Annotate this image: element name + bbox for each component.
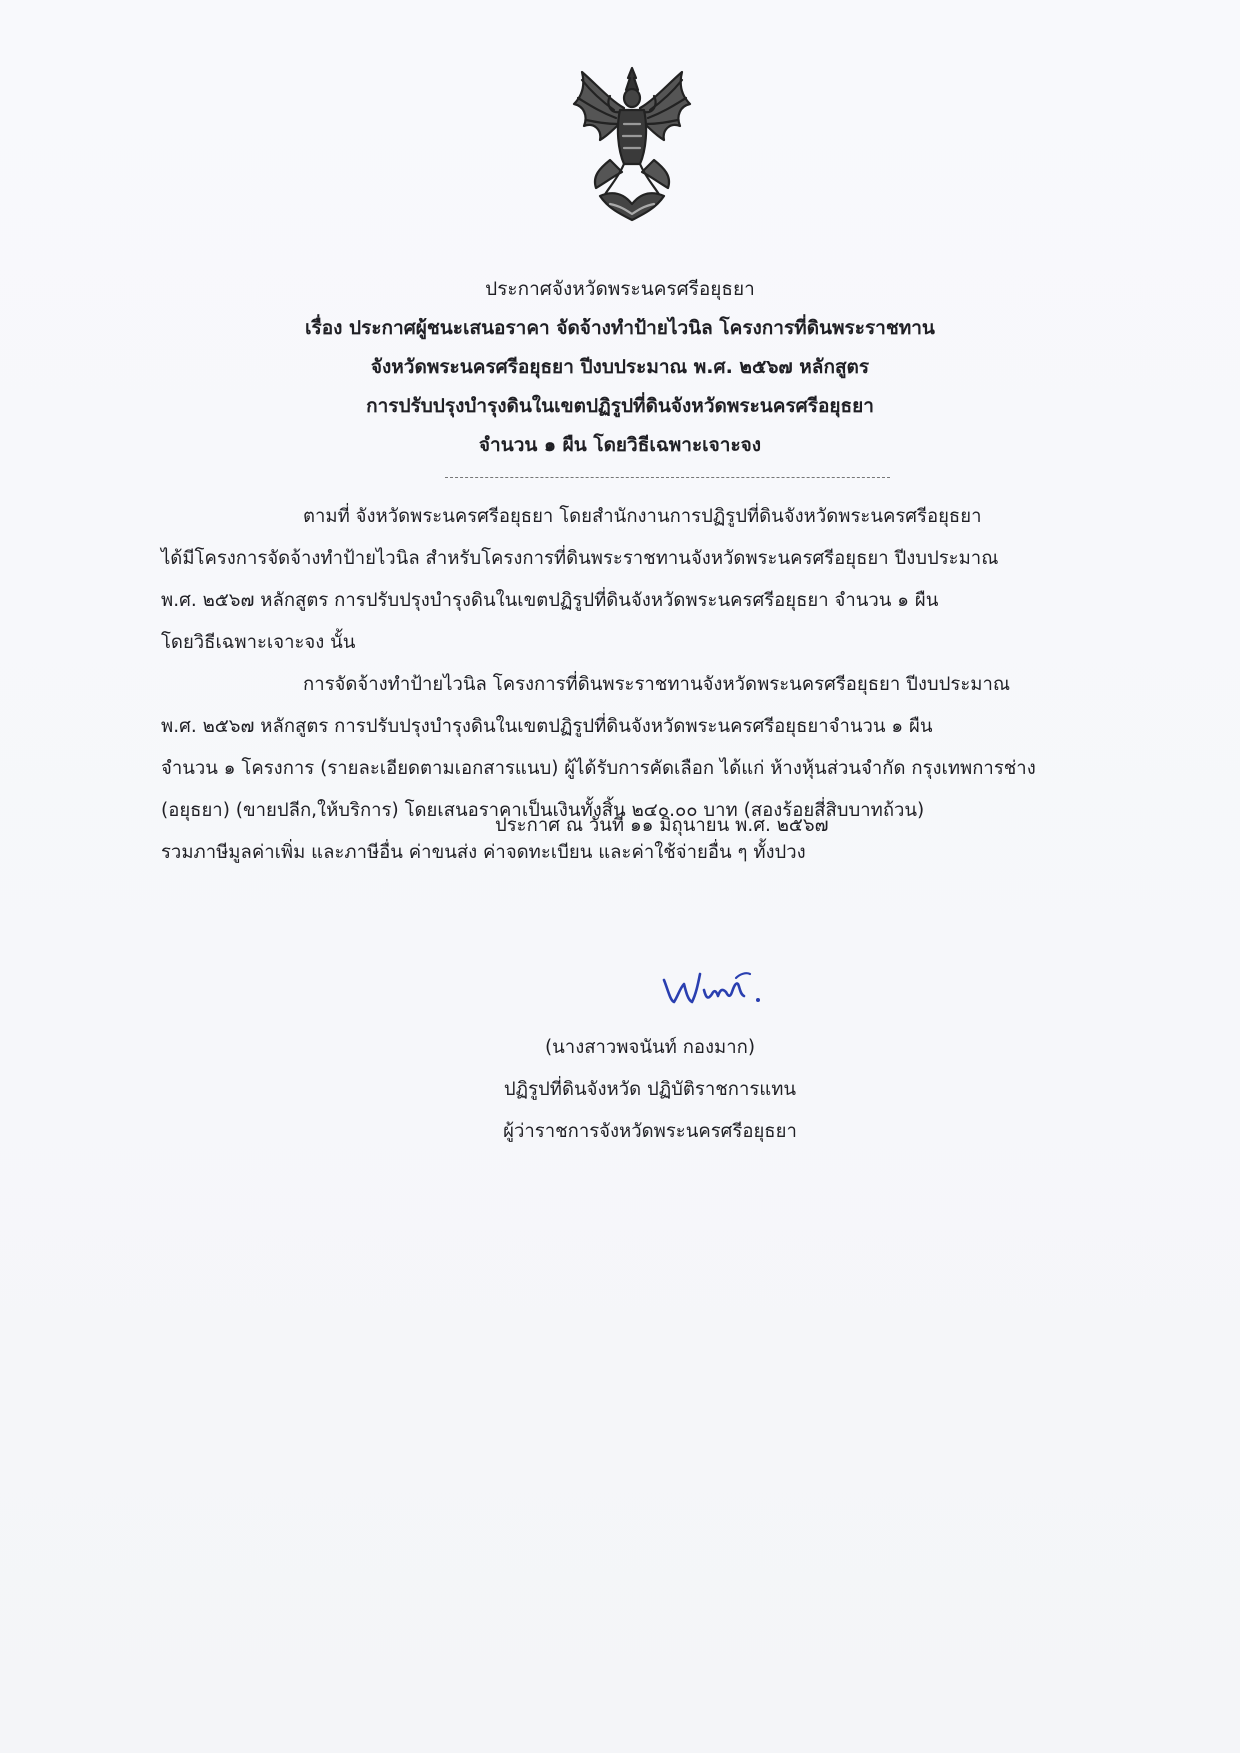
subject-line-3: การปรับปรุงบำรุงดินในเขตปฏิรูปที่ดินจังหวัดพระนครศรีอยุธยา bbox=[366, 395, 874, 417]
paragraph-2-line-1: การจัดจ้างทำป้ายไวนิล โครงการที่ดินพระราชทานจังหวัดพระนครศรีอยุธยา ปีงบประมาณ bbox=[303, 674, 1011, 695]
paragraph-2-line-4: (อยุธยา) (ขายปลีก,ให้บริการ) โดยเสนอราคาเป็นเงินทั้งสิ้น ๒๔๐.๐๐ บาท (สองร้อยสี่สิบบาทถ้วน) bbox=[161, 800, 925, 821]
paragraph-2-line-3: จำนวน ๑ โครงการ (รายละเอียดตามเอกสารแนบ) ผู้ได้รับการคัดเลือก ได้แก่ ห้างหุ้นส่วนจำกัด กรุงเทพการช่าง bbox=[161, 758, 1036, 779]
paragraph-1-line-1: ตามที่ จังหวัดพระนครศรีอยุธยา โดยสำนักงานการปฏิรูปที่ดินจังหวัดพระนครศรีอยุธยา bbox=[303, 506, 982, 527]
heading-divider bbox=[445, 477, 890, 478]
subject-line-1: เรื่อง ประกาศผู้ชนะเสนอราคา จัดจ้างทำป้ายไวนิล โครงการที่ดินพระราชทาน bbox=[305, 317, 935, 339]
signer-position-1: ปฏิรูปที่ดินจังหวัด ปฏิบัติราชการแทน bbox=[503, 1079, 797, 1100]
handwritten-signature bbox=[660, 960, 780, 1020]
paragraph-2-line-2: พ.ศ. ๒๕๖๗ หลักสูตร การปรับปรุงบำรุงดินในเขตปฏิรูปที่ดินจังหวัดพระนครศรีอยุธยาจำนวน ๑ ผืน bbox=[161, 716, 933, 737]
body-paragraph-1 bbox=[161, 496, 1119, 664]
subject-line-4: จำนวน ๑ ผืน โดยวิธีเฉพาะเจาะจง bbox=[478, 434, 762, 456]
body-paragraph-2 bbox=[161, 664, 1119, 874]
announcement-title: ประกาศจังหวัดพระนครศรีอยุธยา bbox=[485, 278, 755, 300]
announcement-date: ประกาศ ณ วันที่ ๑๑ มิถุนายน พ.ศ. ๒๕๖๗ bbox=[495, 815, 829, 836]
paragraph-1-line-2: ได้มีโครงการจัดจ้างทำป้ายไวนิล สำหรับโครงการที่ดินพระราชทานจังหวัดพระนครศรีอยุธยา ปีงบประมาณ bbox=[161, 548, 999, 569]
paragraph-1-line-3: พ.ศ. ๒๕๖๗ หลักสูตร การปรับปรุงบำรุงดินในเขตปฏิรูปที่ดินจังหวัดพระนครศรีอยุธยา จำนวน ๑ ผืน bbox=[161, 590, 939, 611]
signer-name: (นางสาวพจนันท์ กองมาก) bbox=[544, 1037, 756, 1058]
signer-position-2: ผู้ว่าราชการจังหวัดพระนครศรีอยุธยา bbox=[503, 1121, 797, 1142]
announcement-heading bbox=[150, 270, 1090, 465]
subject-line-2: จังหวัดพระนครศรีอยุธยา ปีงบประมาณ พ.ศ. ๒๕๖๗ หลักสูตร bbox=[370, 356, 870, 378]
garuda-emblem-icon bbox=[570, 64, 694, 224]
paragraph-2-line-5: รวมภาษีมูลค่าเพิ่ม และภาษีอื่น ค่าขนส่ง ค่าจดทะเบียน และค่าใช้จ่ายอื่น ๆ ทั้งปวง bbox=[161, 842, 806, 863]
signer-block bbox=[470, 1027, 830, 1153]
paragraph-1-line-4: โดยวิธีเฉพาะเจาะจง นั้น bbox=[161, 632, 356, 653]
